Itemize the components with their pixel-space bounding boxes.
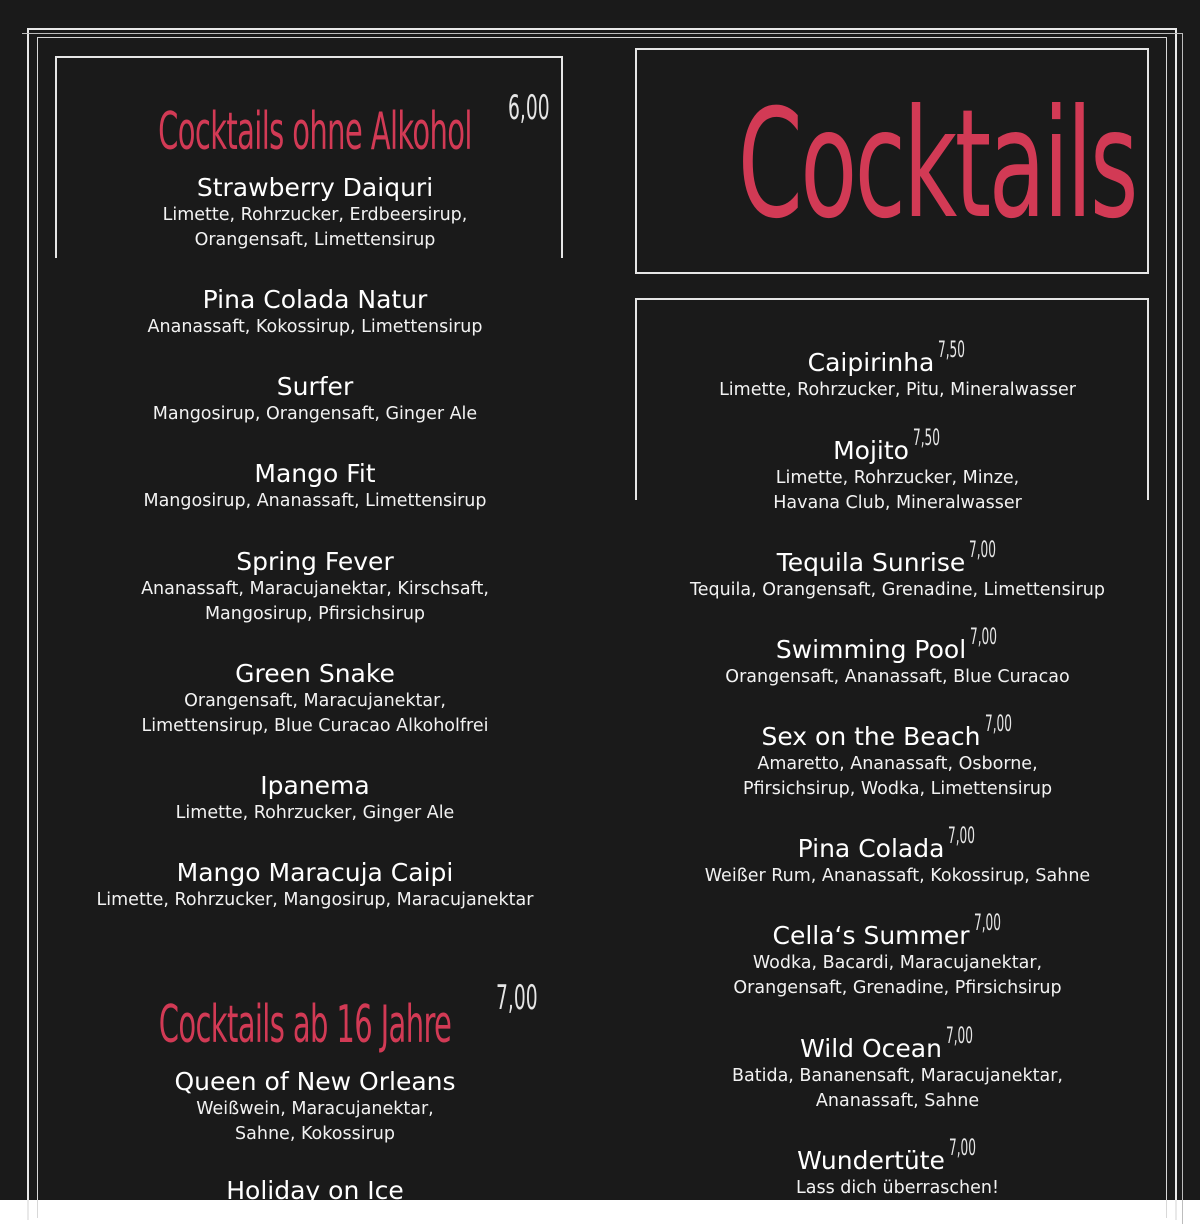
menu-item-name: Strawberry Daiquri [196, 173, 434, 202]
menu-item-name: Cella‘s Summer [772, 921, 970, 950]
menu-item-description: Amaretto, Ananassaft, Osborne, Pfirsichsirup, Wodka, Limettensirup [742, 754, 1053, 799]
menu-item-name-line [55, 173, 575, 203]
menu-item-name: Sex on the Beach [761, 722, 981, 751]
menu-item-description: Limette, Rohrzucker, Mangosirup, Maracujanektar [96, 890, 534, 910]
menu-item-description: Limette, Rohrzucker, Ginger Ale [175, 803, 455, 823]
menu-item-name: Caipirinha [807, 348, 935, 377]
menu-item [55, 459, 575, 514]
menu-item-name-line [55, 1067, 575, 1097]
menu-item-price: 7,00 [969, 538, 997, 563]
page-title: Cocktails [737, 78, 1136, 252]
menu-item-name-line [640, 911, 1155, 951]
menu-item [640, 338, 1155, 403]
menu-item [55, 858, 575, 913]
menu-item [640, 1136, 1155, 1201]
heading-ohne-alkohol: Cocktails ohne Alkohol [158, 102, 472, 162]
menu-item-description: Wodka, Bacardi, Maracujanektar, Orangensaft, Grenadine, Pfirsichsirup [733, 953, 1062, 998]
menu-item [640, 1024, 1155, 1114]
price-ab-16: 7,00 [496, 978, 538, 1018]
menu-item [640, 712, 1155, 802]
menu-item-name: Surfer [276, 372, 354, 401]
menu-item [55, 547, 575, 627]
menu-item-description: Batida, Bananensaft, Maracujanektar, Ananassaft, Sahne [732, 1066, 1063, 1111]
menu-item-description: Limette, Rohrzucker, Erdbeersirup, Orangensaft, Limettensirup [162, 205, 468, 250]
menu-item-name-line [640, 1024, 1155, 1064]
menu-item [55, 1176, 575, 1206]
menu-item-description: Weißer Rum, Ananassaft, Kokossirup, Sahne [704, 866, 1091, 886]
menu-item [55, 659, 575, 739]
menu-item [55, 1067, 575, 1147]
menu-item [55, 372, 575, 427]
menu-item-description: Ananassaft, Maracujanektar, Kirschsaft, Mangosirup, Pfirsichsirup [141, 579, 489, 624]
menu-item-name-line [55, 372, 575, 402]
menu-item [640, 426, 1155, 516]
menu-item [640, 824, 1155, 889]
menu-item-description: Orangensaft, Maracujanektar, Limettensirup, Blue Curacao Alkoholfrei [141, 691, 489, 736]
menu-item-description: Lass dich überraschen! [796, 1178, 999, 1198]
menu-item [55, 173, 575, 253]
menu-item-name: Swimming Pool [775, 635, 967, 664]
menu-item-name: Tequila Sunrise [776, 548, 966, 577]
menu-item-name: Wild Ocean [800, 1034, 942, 1063]
menu-item-price: 7,00 [948, 1136, 976, 1161]
menu-item-description: Mangosirup, Ananassaft, Limettensirup [143, 491, 487, 511]
menu-item-name-line [55, 1176, 575, 1206]
menu-item-name: Mojito [833, 436, 909, 465]
menu-item [640, 911, 1155, 1001]
menu-item [55, 771, 575, 826]
menu-item-name: Spring Fever [236, 547, 394, 576]
menu-item-name-line [55, 858, 575, 888]
menu-item-name: Mango Maracuja Caipi [176, 858, 454, 887]
menu-item-name: Wundertüte [797, 1146, 945, 1175]
menu-item-price: 7,50 [912, 426, 940, 451]
menu-item-name-line [640, 338, 1155, 378]
menu-item-name-line [55, 547, 575, 577]
menu-item [640, 538, 1155, 603]
menu-item-name: Mango Fit [254, 459, 376, 488]
menu-item [55, 285, 575, 340]
menu-item-description: Orangensaft, Ananassaft, Blue Curacao [725, 667, 1070, 687]
menu-item-description: Ananassaft, Kokossirup, Limettensirup [147, 317, 483, 337]
menu-item-price: 7,00 [970, 625, 998, 650]
menu-item-name: Ipanema [260, 771, 370, 800]
menu-item-name-line [55, 659, 575, 689]
menu-item-description: Mangosirup, Orangensaft, Ginger Ale [152, 404, 478, 424]
menu-item-name-line [640, 1136, 1155, 1176]
menu-item-description: Tequila, Orangensaft, Grenadine, Limettensirup [690, 580, 1105, 600]
menu-item-description: Weißwein, Maracujanektar, Sahne, Kokossirup [196, 1099, 434, 1144]
menu-item-price: 7,00 [945, 1024, 973, 1049]
menu-item-name: Green Snake [235, 659, 395, 688]
menu-item-name-line [55, 459, 575, 489]
menu-item-name: Pina Colada [797, 834, 945, 863]
menu-item-price: 7,50 [938, 338, 966, 363]
menu-item-price: 7,00 [948, 824, 976, 849]
heading-ab-16: Cocktails ab 16 Jahre [158, 995, 452, 1055]
menu-item-description: Limette, Rohrzucker, Minze, Havana Club, Mineralwasser [773, 468, 1022, 513]
menu-item-name-line [55, 285, 575, 315]
menu-item-name-line [640, 625, 1155, 665]
menu-item-name-line [640, 538, 1155, 578]
menu-item-name-line [55, 771, 575, 801]
menu-item-name-line [640, 426, 1155, 466]
menu-item [640, 625, 1155, 690]
menu-item-name: Pina Colada Natur [202, 285, 428, 314]
menu-item-price: 7,00 [973, 911, 1001, 936]
menu-item-name-line [640, 712, 1155, 752]
menu-item-name-line [640, 824, 1155, 864]
menu-item-name: Queen of New Orleans [174, 1067, 456, 1096]
menu-item-description: Limette, Rohrzucker, Pitu, Mineralwasser [719, 380, 1076, 400]
price-ohne-alkohol: 6,00 [508, 88, 550, 128]
menu-item-price: 7,00 [984, 712, 1012, 737]
menu-item-name: Holiday on Ice [226, 1176, 404, 1205]
